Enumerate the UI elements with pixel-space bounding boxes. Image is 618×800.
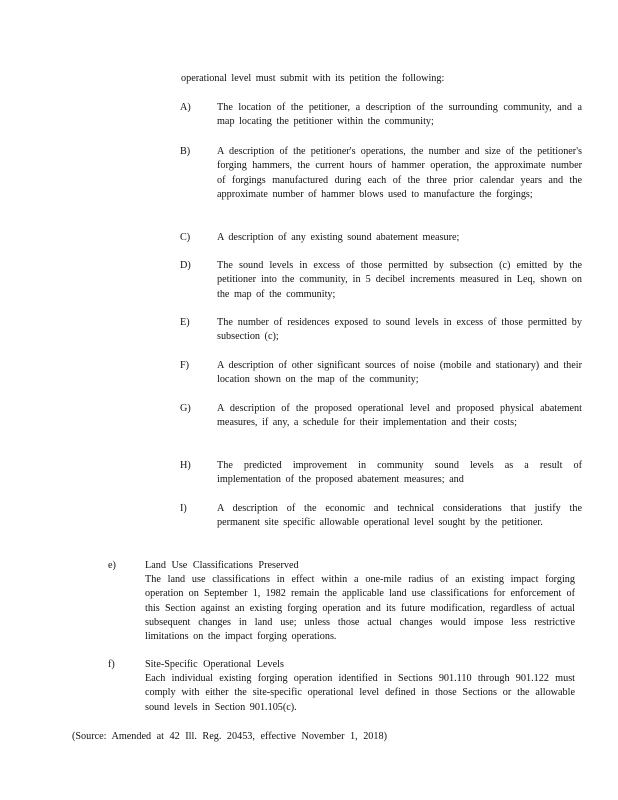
item-text-a: The location of the petitioner, a description of the surrounding community, and a map locating the petitioner within the community; — [217, 102, 582, 128]
section-body-f: Each individual existing forging operation identified in Sections 901.110 through 901.122 must comply with either the site-specific operational level defined in those Sections or the allowable sound levels in Section 901.105(c). — [145, 673, 575, 713]
item-text-h: The predicted improvement in community sound levels as a result of implementation of the proposed abatement measures; and — [217, 460, 582, 486]
item-letter-c: C) — [180, 232, 191, 243]
item-letter-a: A) — [180, 102, 191, 113]
item-text-d: The sound levels in excess of those permitted by subsection (c) emitted by the petitioner into the community, in 5 decibel increments measured in Leq, shown on the map of the community; — [217, 260, 582, 300]
section-letter-e: e) — [108, 560, 116, 571]
item-letter-g: G) — [180, 403, 191, 414]
item-letter-h: H) — [180, 460, 191, 471]
section-title-e: Land Use Classifications Preserved — [145, 560, 299, 571]
item-text-g: A description of the proposed operational level and proposed physical abatement measures, if any, a schedule for their implementation and their costs; — [217, 403, 582, 429]
item-letter-i: I) — [180, 503, 187, 514]
item-letter-d: D) — [180, 260, 191, 271]
item-letter-e: E) — [180, 317, 190, 328]
source-note: (Source: Amended at 42 Ill. Reg. 20453, effective November 1, 2018) — [72, 731, 387, 742]
section-title-f: Site-Specific Operational Levels — [145, 659, 284, 670]
lead-text: operational level must submit with its petition the following: — [181, 73, 445, 84]
section-body-e: The land use classifications in effect within a one-mile radius of an existing impact forging operation on September 1, 1982 remain the applicable land use classifications for enforcement of this Section against an existing forging operation and its future modification, regardless of actual subsequent changes in land use; unless those actual changes would impose less restrictive limitations on the impact forging operations. — [145, 574, 575, 643]
item-letter-f: F) — [180, 360, 190, 371]
item-text-f: A description of other significant sources of noise (mobile and stationary) and their location shown on the map of the community; — [217, 360, 582, 386]
section-letter-f: f) — [108, 659, 115, 670]
item-text-b: A description of the petitioner's operations, the number and size of the petitioner's forging hammers, the current hours of hammer operation, the approximate number of forgings manufactured during each of the three prior calendar years and the approximate number of hammer blows used to manufacture the forgings; — [217, 146, 582, 200]
item-text-i: A description of the economic and technical considerations that justify the permanent site specific allowable operational level sought by the petitioner. — [217, 503, 582, 529]
item-text-e: The number of residences exposed to sound levels in excess of those permitted by subsection (c); — [217, 317, 582, 343]
item-text-c: A description of any existing sound abatement measure; — [217, 232, 460, 243]
item-letter-b: B) — [180, 146, 191, 157]
